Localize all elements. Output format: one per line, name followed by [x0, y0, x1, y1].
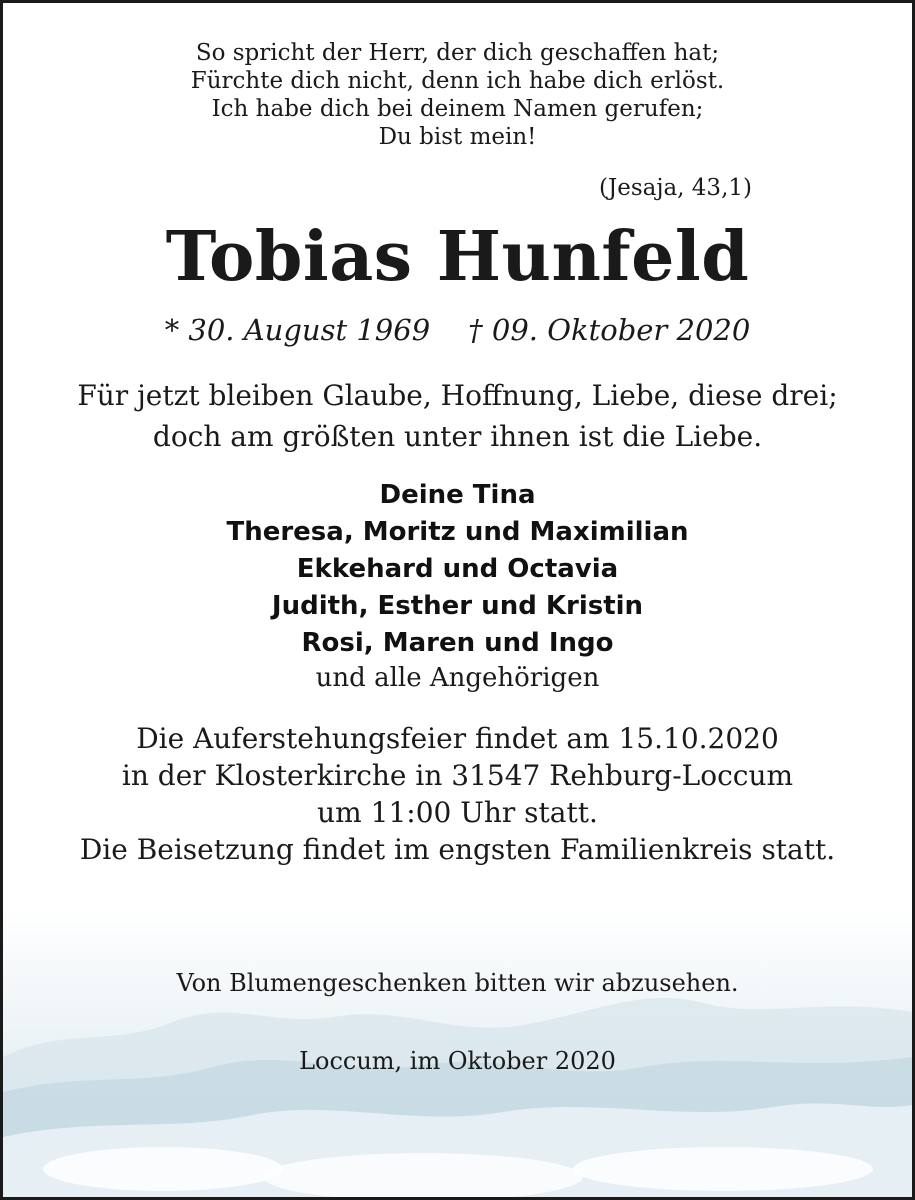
- verse-line-4: Du bist mein!: [378, 124, 537, 150]
- deceased-name: Tobias Hunfeld: [165, 217, 750, 297]
- quote-line-2: doch am größten unter ihnen ist die Liebe.: [152, 420, 763, 453]
- flowers-note: Von Blumengeschenken bitten wir abzusehen.: [176, 969, 739, 997]
- verse-line-2: Fürchte dich nicht, denn ich habe dich erlöst.: [190, 68, 725, 94]
- verse-line-3: Ich habe dich bei deinem Namen gerufen;: [211, 96, 704, 122]
- mourner-name: Rosi, Maren und Ingo: [301, 628, 614, 658]
- verse-source: (Jesaja, 43,1): [599, 175, 752, 201]
- relatives-line: und alle Angehörigen: [315, 663, 600, 693]
- ceremony-line-2: in der Klosterkirche in 31547 Rehburg-Loccum: [121, 759, 794, 792]
- ceremony-line-4: Die Beisetzung findet im engsten Familienkreis statt.: [79, 833, 836, 866]
- mourner-name: Deine Tina: [379, 480, 536, 510]
- notice-content: [3, 3, 912, 1197]
- death-date: † 09. Oktober 2020: [468, 313, 751, 347]
- mourner-name: Theresa, Moritz und Maximilian: [226, 517, 689, 547]
- ceremony-line-1: Die Auferstehungsfeier findet am 15.10.2020: [136, 722, 779, 755]
- mourner-name: Ekkehard und Octavia: [296, 554, 619, 584]
- birth-date: * 30. August 1969: [164, 313, 431, 347]
- mourner-name: Judith, Esther und Kristin: [271, 591, 644, 621]
- ceremony-line-3: um 11:00 Uhr statt.: [317, 796, 598, 829]
- place-date: Loccum, im Oktober 2020: [299, 1047, 616, 1075]
- quote-line-1: Für jetzt bleiben Glaube, Hoffnung, Liebe, diese drei;: [77, 379, 838, 412]
- verse-line-1: So spricht der Herr, der dich geschaffen hat;: [195, 40, 720, 66]
- life-dates: [3, 313, 912, 347]
